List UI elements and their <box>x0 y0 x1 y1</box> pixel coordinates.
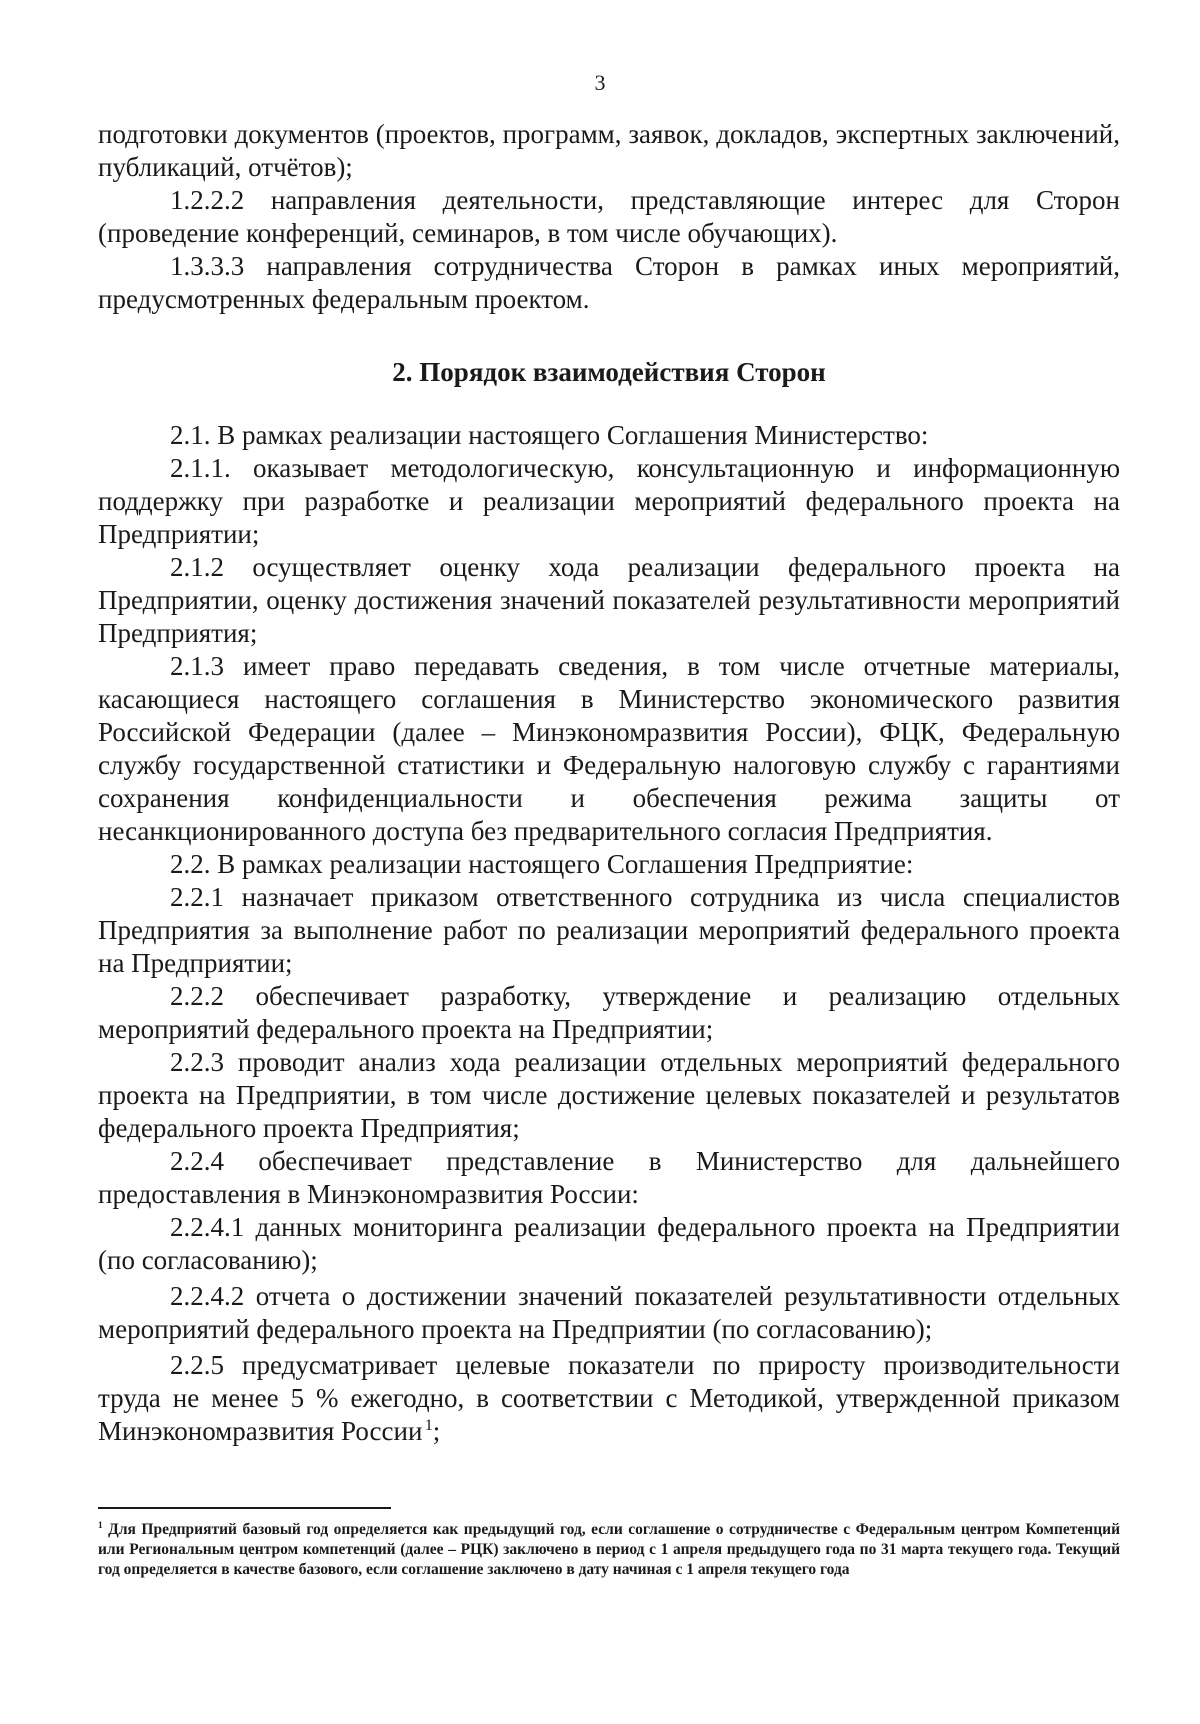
paragraph: 2.1.2 осуществляет оценку хода реализации федерального проекта на Предприятии, оценку достижения значений показателей результативности мероприятий Предприятия; <box>98 552 1120 648</box>
paragraph: 2.2. В рамках реализации настоящего Соглашения Предприятие: <box>170 849 914 879</box>
paragraph: 2.2.2 обеспечивает разработку, утверждение и реализацию отдельных мероприятий федерального проекта на Предприятии; <box>98 981 1120 1044</box>
paragraph: 2.2.4.2 отчета о достижении значений показателей результативности отдельных мероприятий федерального проекта на Предприятии (по согласованию); <box>98 1281 1120 1344</box>
footnote <box>98 1520 1120 1580</box>
paragraph-end: ; <box>432 1416 441 1446</box>
paragraph: 2.1.1. оказывает методологическую, консультационную и информационную поддержку при разработке и реализации мероприятий федерального проекта на Предприятии; <box>98 453 1120 549</box>
paragraph: 2.1. В рамках реализации настоящего Соглашения Министерство: <box>170 420 929 450</box>
paragraph: 2.2.1 назначает приказом ответственного сотрудника из числа специалистов Предприятия за выполнение работ по реализации мероприятий федерального проекта на Предприятии; <box>98 882 1120 978</box>
footnote-separator <box>98 1507 391 1509</box>
paragraph: 1.2.2.2 направления деятельности, представляющие интерес для Сторон (проведение конференций, семинаров, в том числе обучающих). <box>98 185 1120 248</box>
paragraph <box>98 1349 1120 1448</box>
paragraph: 2.2.4.1 данных мониторинга реализации федерального проекта на Предприятии (по согласованию); <box>98 1212 1120 1275</box>
paragraph: 1.3.3.3 направления сотрудничества Сторон в рамках иных мероприятий, предусмотренных федеральным проектом. <box>98 251 1120 314</box>
paragraph: подготовки документов (проектов, программ, заявок, докладов, экспертных заключений, публикаций, отчётов); <box>98 119 1120 182</box>
paragraph: 2.1.3 имеет право передавать сведения, в том числе отчетные материалы, касающиеся настоящего соглашения в Министерство экономического развития Российской Федерации (далее – Минэкономразвития России), ФЦК, Федеральную службу государственной статистики и Федеральную налоговую службу с гарантиями сохранения конфиденциальности и обеспечения режима защиты от несанкционированного доступа без предварительного согласия Предприятия. <box>98 651 1120 846</box>
page-number: 3 <box>594 70 606 95</box>
document-body <box>98 118 1120 1448</box>
paragraph: 2.2.4 обеспечивает представление в Министерство для дальнейшего предоставления в Минэкономразвития России: <box>98 1146 1120 1209</box>
footnote-marker: 1 <box>98 1520 103 1531</box>
footnote-text: Для Предприятий базовый год определяется как предыдущий год, если соглашение о сотрудничестве с Федеральным центром Компетенций или Региональным центром компетенций (далее – РЦК) заключено в период с 1 апреля предыдущего года по 31 марта текущего года. Текущий год определяется в качестве базового, если соглашение заключено в дату начиная с 1 апреля текущего года <box>98 1521 1121 1578</box>
section-heading: 2. Порядок взаимодействия Сторон <box>392 357 826 387</box>
paragraph-text: 2.2.5 предусматривает целевые показатели по приросту производительности труда не менее 5 % ежегодно, в соответствии с Методикой, утвержденной приказом Минэкономразвития России <box>98 1350 1120 1446</box>
footnote-reference: 1 <box>424 1416 433 1434</box>
paragraph: 2.2.3 проводит анализ хода реализации отдельных мероприятий федерального проекта на Предприятии, в том числе достижение целевых показателей и результатов федерального проекта Предприятия; <box>98 1047 1120 1143</box>
